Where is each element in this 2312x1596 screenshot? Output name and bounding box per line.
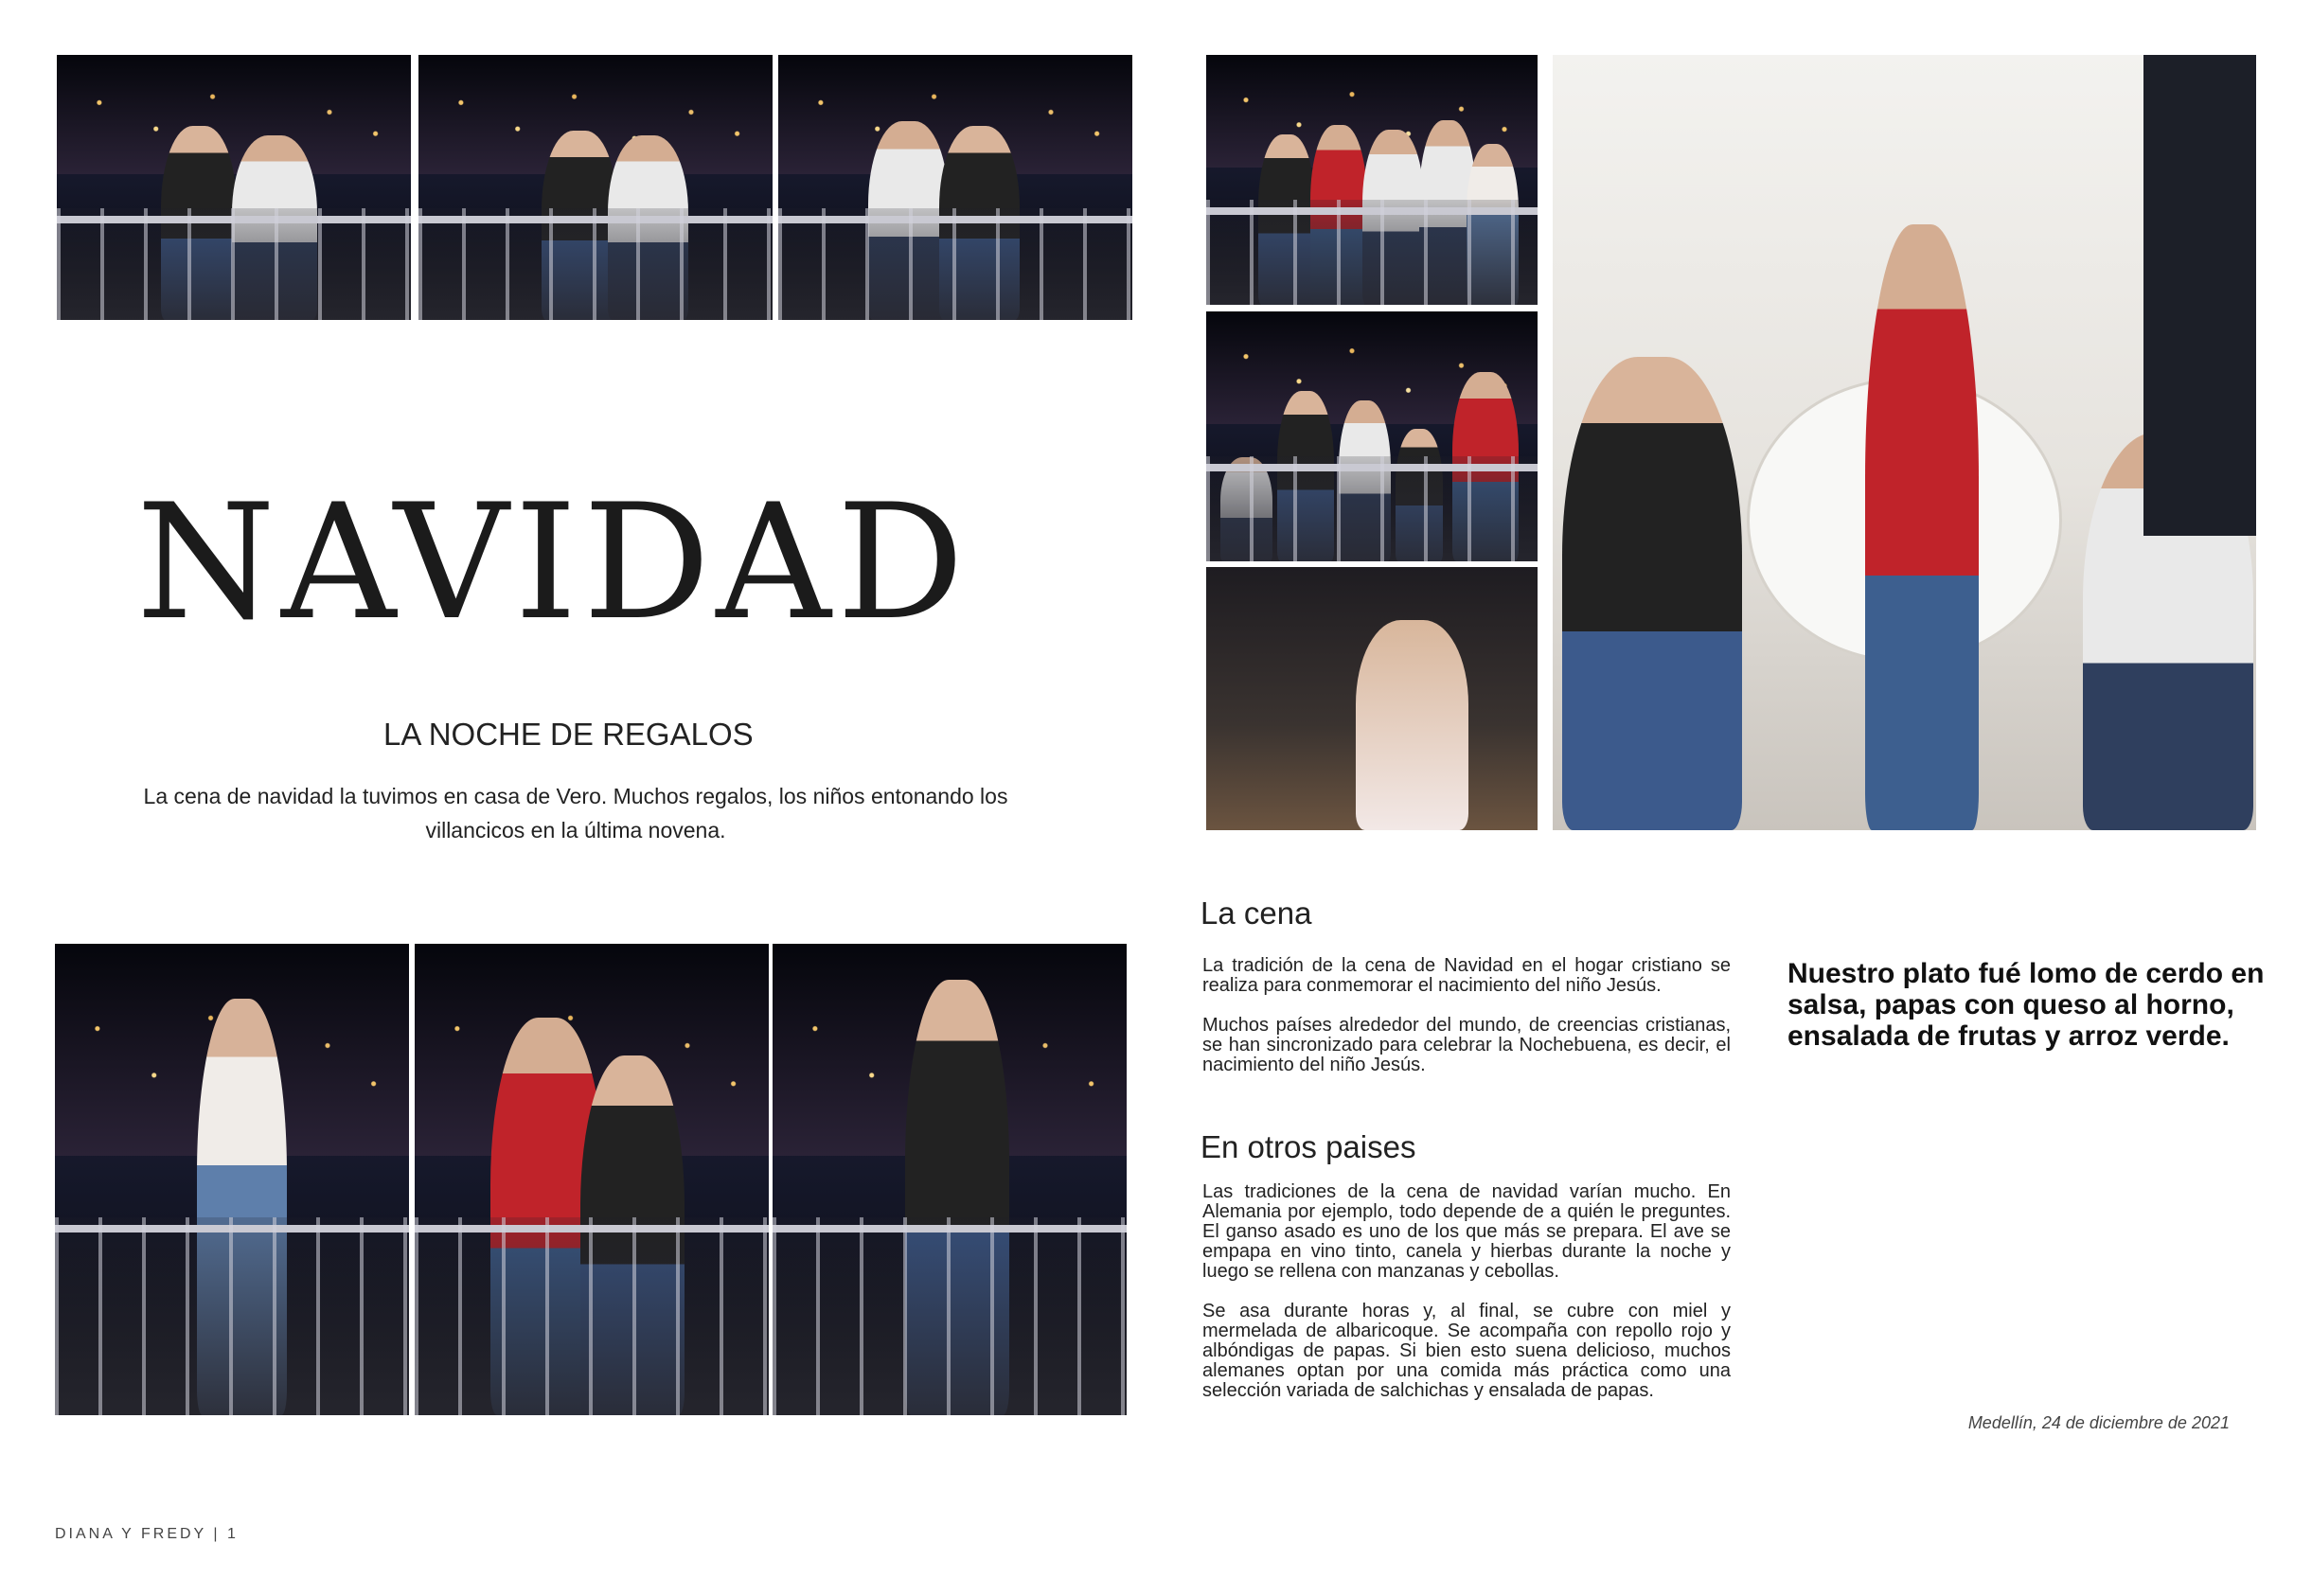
person-figure: [1277, 391, 1334, 561]
person-figure: [1467, 144, 1519, 305]
person-figure: [1339, 400, 1391, 561]
person-figure: [1258, 134, 1315, 305]
photo-family-group: [1206, 55, 1538, 305]
page-footer: DIANA Y FREDY | 1: [55, 1526, 239, 1542]
person-figure: [197, 999, 287, 1415]
person-figure: [608, 135, 688, 320]
paragraph: Las tradiciones de la cena de navidad varían mucho. En Alemania por ejemplo, todo depende de a quién le preguntes. El ganso asado es uno de los que más se prepara. El ave se empapa en vino tinto, canela y hierbas durante la noche y luego se rellena con manzanas y cebollas.: [1202, 1181, 1731, 1282]
photo-couple-3: [778, 55, 1132, 320]
paragraph: Muchos países alrededor del mundo, de creencias cristianas, se han sincronizado para celebrar la Nochebuena, es decir, el nacimiento del niño Jesús.: [1202, 1015, 1731, 1075]
photo-girl-balcony: [55, 944, 409, 1415]
person-figure: [161, 126, 237, 320]
photo-family-children: [1206, 311, 1538, 561]
person-figure: [905, 980, 1009, 1415]
page-title: NAVIDAD: [136, 470, 970, 655]
person-figure: [939, 126, 1020, 320]
photo-young-man-balcony: [773, 944, 1127, 1415]
paragraph: La tradición de la cena de Navidad en el hogar cristiano se realiza para conmemorar el nacimiento del niño Jesús.: [1202, 955, 1731, 996]
highlight-dish-text: Nuestro plato fué lomo de cerdo en salsa, papas con queso al horno, ensalada de frutas y arroz verde.: [1787, 958, 2265, 1052]
section-body-otros-paises: [1202, 1182, 1731, 1421]
paragraph: Se asa durante horas y, al final, se cubre con miel y mermelada de albaricoque. Se acompaña con repollo rojo y albóndigas de papas. Si bien esto suena delicioso, muchos alemanes optan por una comida más práctica como una selección variada de salchichas y ensalada de papas.: [1202, 1301, 1731, 1401]
person-figure: [542, 131, 617, 320]
person-figure: [1362, 130, 1424, 305]
person-figure: [490, 1018, 604, 1415]
person-figure: [1419, 120, 1476, 305]
photo-couple-2: [418, 55, 773, 320]
intro-paragraph: La cena de navidad la tuvimos en casa de Vero. Muchos regalos, los niños entonando los villancicos en la última novena.: [143, 784, 1008, 842]
person-figure: [1452, 372, 1519, 561]
person-figure: [1865, 224, 1979, 830]
person-figure: [1220, 457, 1272, 561]
section-heading-otros-paises: En otros paises: [1200, 1129, 1416, 1164]
person-figure: [1310, 125, 1367, 305]
photo-christmas-dinner: [1553, 55, 2256, 830]
date-caption: Medellín, 24 de diciembre de 2021: [1967, 1413, 2230, 1432]
photo-couple-1: [57, 55, 411, 320]
person-figure: [580, 1055, 685, 1415]
person-figure: [2083, 433, 2253, 830]
page-subtitle: LA NOCHE DE REGALOS: [383, 717, 754, 752]
section-heading-la-cena: La cena: [1200, 896, 1312, 931]
photo-little-girl: [1206, 567, 1538, 830]
person-figure: [1562, 357, 1742, 830]
person-figure: [232, 135, 317, 320]
photo-couple-balcony: [415, 944, 769, 1415]
section-body-la-cena: [1202, 956, 1731, 1095]
person-figure: [1396, 429, 1443, 561]
person-figure: [868, 121, 949, 320]
